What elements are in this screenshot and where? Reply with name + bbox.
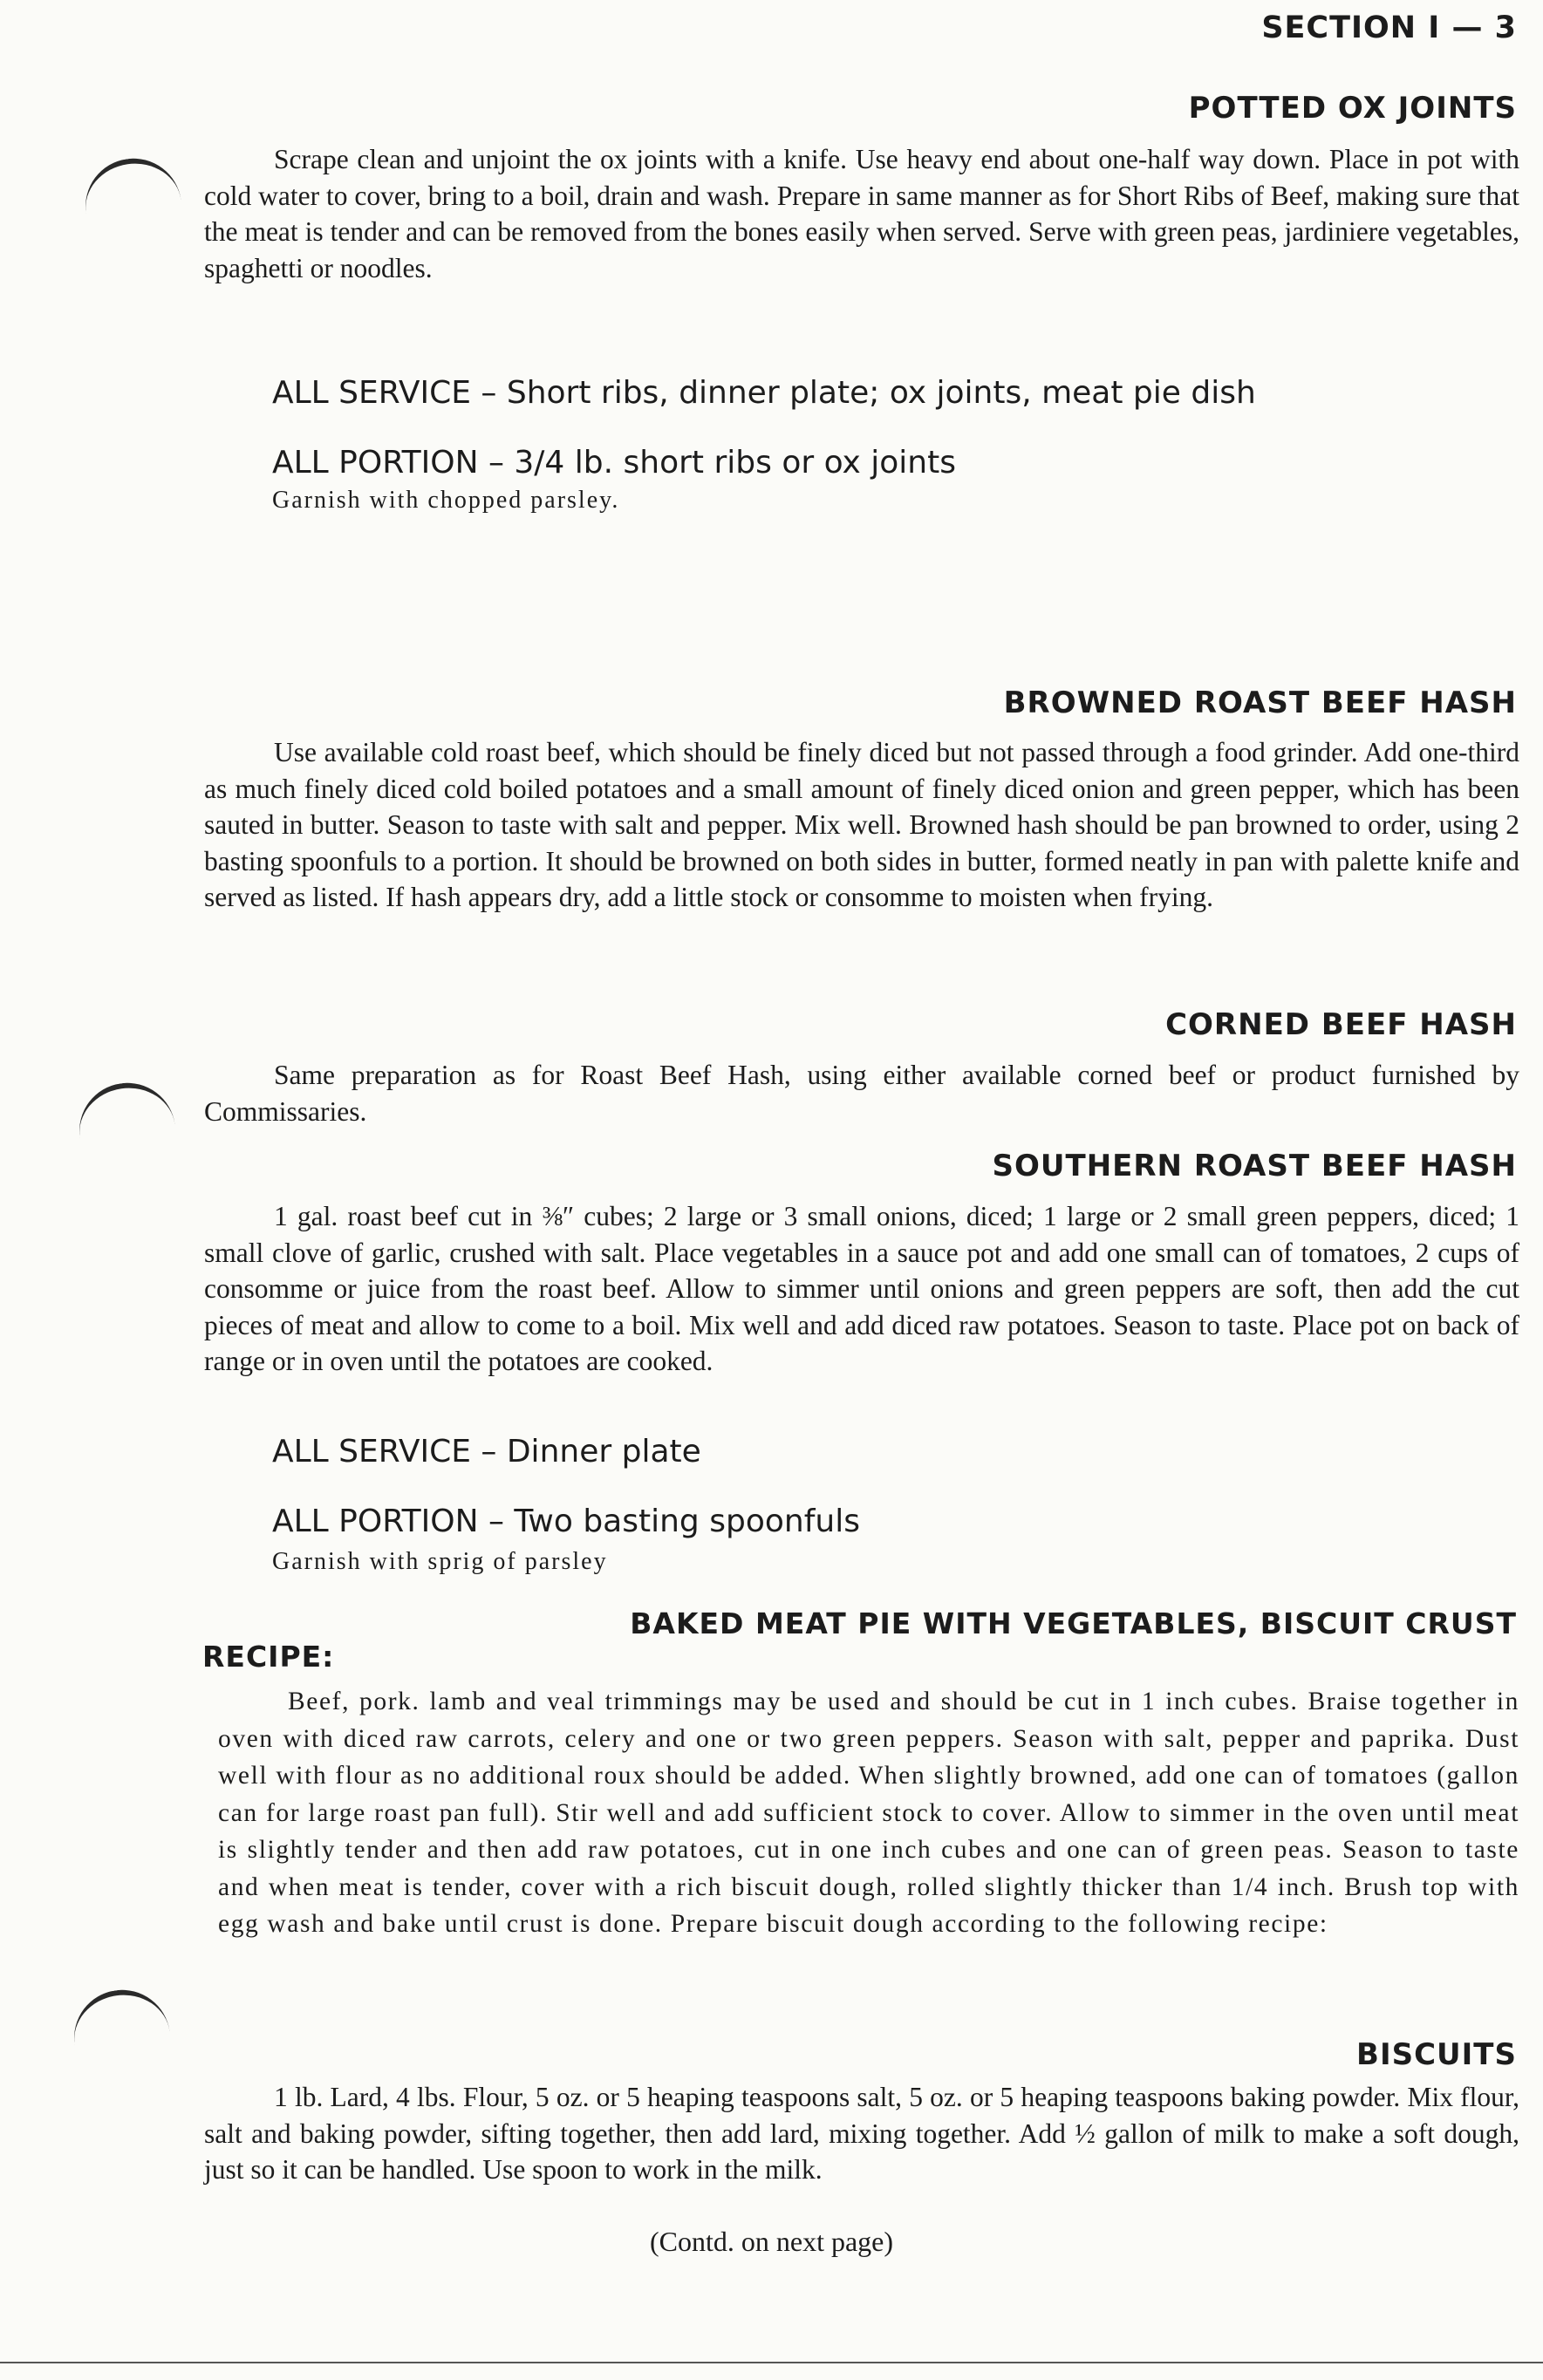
heading-browned-roast-beef-hash: BROWNED ROAST BEEF HASH bbox=[1003, 685, 1517, 720]
binder-hole-bottom bbox=[68, 1984, 171, 2055]
binder-hole-middle bbox=[73, 1077, 176, 1148]
binder-hole-top bbox=[79, 153, 182, 223]
biscuits-text: 1 lb. Lard, 4 lbs. Flour, 5 oz. or 5 heaping teaspoons salt, 5 oz. or 5 heaping teaspoons baking powder. Mix flour, salt and baking powder, sifting together, then add lard, mixing together. Add ½ gallon of milk to make a soft dough, just so it can be handled. Use spoon to work in the milk. bbox=[204, 2082, 1519, 2185]
corned-beef-hash-text: Same preparation as for Roast Beef Hash, using either available corned beef or product furnished by Commissaries. bbox=[204, 1060, 1519, 1127]
section-header: SECTION I — 3 bbox=[1261, 10, 1517, 45]
heading-potted-ox-joints: POTTED OX JOINTS bbox=[1188, 91, 1517, 126]
potted-ox-joints-garnish: Garnish with chopped parsley. bbox=[272, 487, 620, 514]
recipe-label: RECIPE: bbox=[202, 1640, 335, 1674]
heading-corned-beef-hash: CORNED BEEF HASH bbox=[1165, 1007, 1517, 1042]
heading-biscuits: BISCUITS bbox=[1356, 2037, 1517, 2072]
southern-roast-beef-hash-service: ALL SERVICE – Dinner plate bbox=[272, 1434, 701, 1470]
browned-roast-beef-hash-text: Use available cold roast beef, which should be finely diced but not passed through a food grinder. Add one-third as much finely diced cold boiled potatoes and a small amount of finely diced onion and green pepper, which has been sauted in butter. Season to taste with salt and pepper. Mix well. Browned hash should be pan browned to order, using 2 basting spoonfuls to a portion. It should be browned on both sides in butter, formed neatly in pan with palette knife and served as listed. If hash appears dry, add a little stock or consomme to moisten when frying. bbox=[204, 737, 1519, 912]
southern-roast-beef-hash-portion: ALL PORTION – Two basting spoonfuls bbox=[272, 1504, 860, 1539]
continued-note: (Contd. on next page) bbox=[649, 2226, 894, 2257]
baked-meat-pie-text: Beef, pork. lamb and veal trimmings may be used and should be cut in 1 inch cubes. Braise together in oven with diced raw carrots, celery and one or two green peppers. Season with salt, pepper and paprika. Dust well with flour as no additional roux should be added. When slightly browned, add one can of tomatoes (gallon can for large roast pan full). Stir well and add sufficient stock to cover. Allow to simmer in the oven until meat is slightly tender and then add raw potatoes, cut in one inch cubes and one can of green peas. Season to taste and when meat is tender, cover with a rich biscuit dough, rolled slightly thicker than 1/4 inch. Brush top with egg wash and bake until crust is done. Prepare biscuit dough according to the following recipe: bbox=[218, 1688, 1519, 1938]
heading-baked-meat-pie: BAKED MEAT PIE WITH VEGETABLES, BISCUIT CRUST bbox=[630, 1606, 1517, 1640]
potted-ox-joints-service: ALL SERVICE – Short ribs, dinner plate; ox joints, meat pie dish bbox=[272, 375, 1256, 411]
southern-roast-beef-hash-text: 1 gal. roast beef cut in ⅜″ cubes; 2 large or 3 small onions, diced; 1 large or 2 small green peppers, diced; 1 small clove of garlic, crushed with salt. Place vegetables in a sauce pot and add one small can of tomatoes, 2 cups of consomme or juice from the roast beef. Allow to simmer until onions and green peppers are soft, then add the cut pieces of meat and allow to come to a boil. Mix well and add diced raw potatoes. Season to taste. Place pot on back of range or in oven until the potatoes are cooked. bbox=[204, 1201, 1519, 1376]
southern-roast-beef-hash-garnish: Garnish with sprig of parsley bbox=[272, 1548, 608, 1575]
potted-ox-joints-portion: ALL PORTION – 3/4 lb. short ribs or ox joints bbox=[272, 445, 956, 481]
page-edge-line bbox=[0, 2362, 1543, 2363]
heading-southern-roast-beef-hash: SOUTHERN ROAST BEEF HASH bbox=[992, 1149, 1517, 1183]
potted-ox-joints-text: Scrape clean and unjoint the ox joints with a knife. Use heavy end about one-half way down. Place in pot with cold water to cover, bring to a boil, drain and wash. Prepare in same manner as for Short Ribs of Beef, making sure that the meat is tender and can be removed from the bones easily when served. Serve with green peas, jardiniere vegetables, spaghetti or noodles. bbox=[204, 144, 1519, 283]
